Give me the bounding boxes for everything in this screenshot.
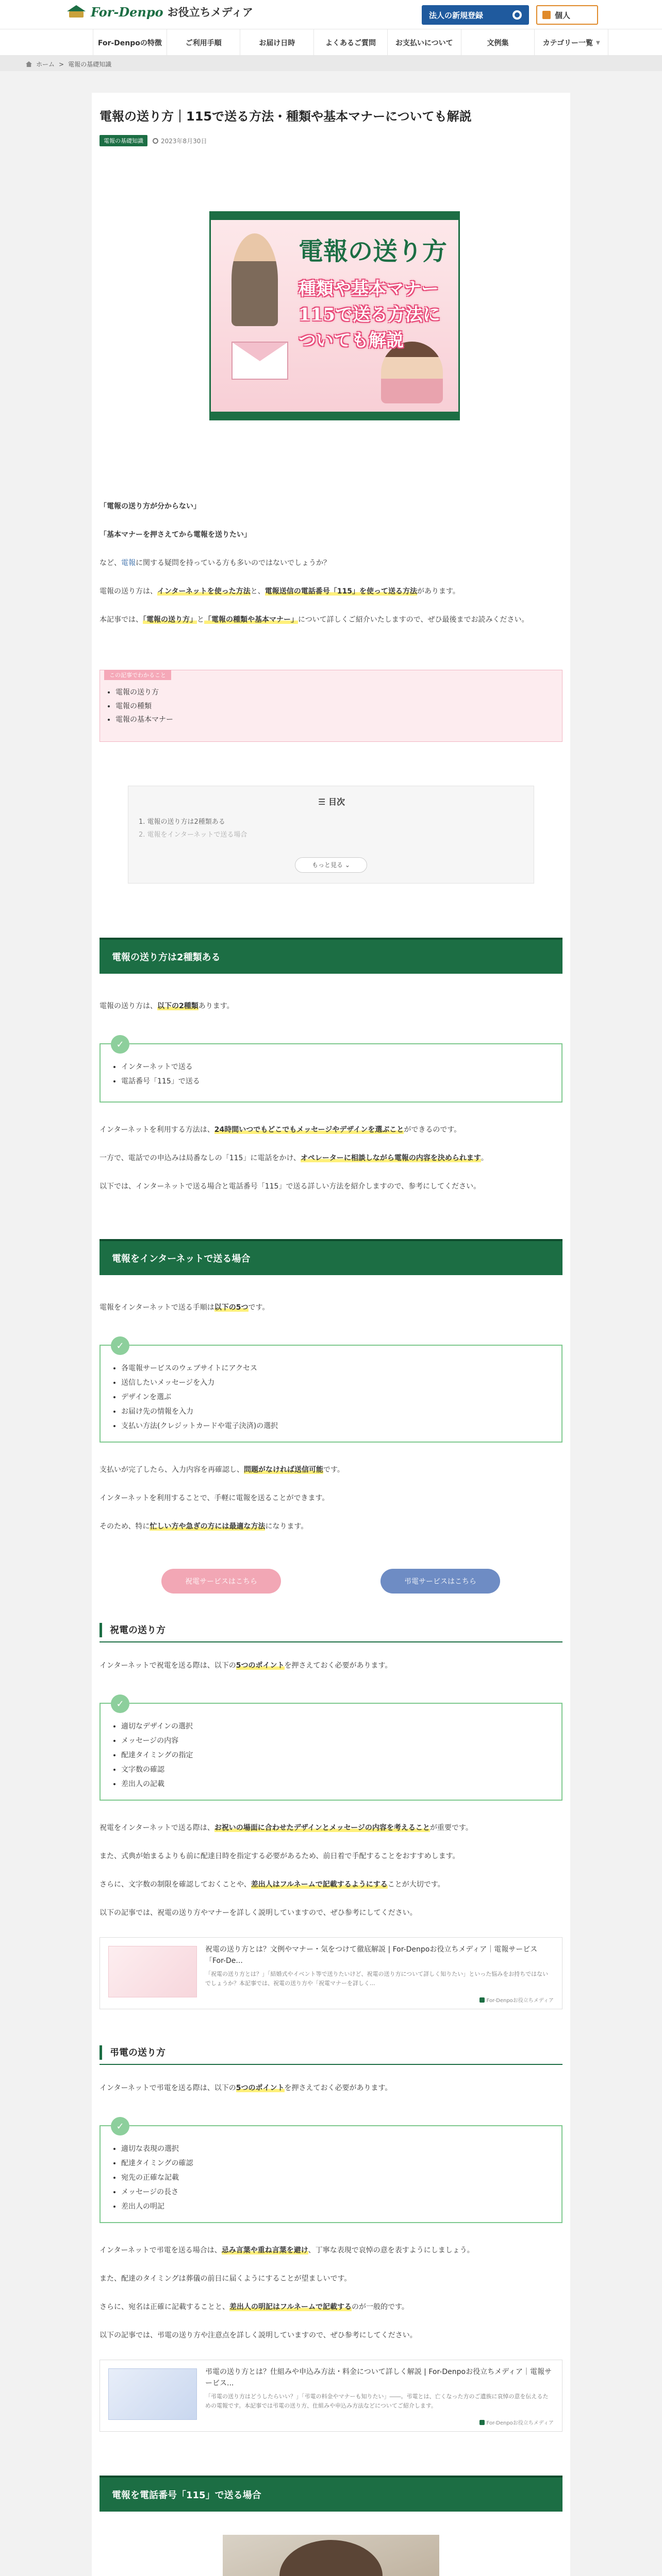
highlight: 以下の2種類 [157,1002,198,1010]
article [92,93,570,2576]
man-illustration [231,233,278,326]
corporate-signup-label: 法人の新規登録 [429,10,484,20]
list-item: • 文字数の確認 [121,1762,193,1777]
condolence-paragraph-3: また、配達のタイミングは葬儀の前日に届くようにすることが望ましいです。 [100,2275,352,2283]
highlight: 24時間いつでもどこでもメッセージやデザインを選ぶこと [214,1126,404,1134]
card-source-text: For-Denpoお役立ちメディア [486,2420,554,2426]
nav-item-usage-steps[interactable] [167,29,241,56]
breadcrumb-separator: > [59,60,64,68]
text: のが一般的です。 [352,2303,409,2311]
breadcrumb-home[interactable]: ホーム [36,61,55,68]
nav-label: 文例集 [487,39,509,47]
nav-item-features[interactable] [93,29,167,56]
text: 電報の送り方は、 [100,1002,157,1010]
hero-line-3: ついても解説 [299,330,404,351]
nav-label: ご利用手順 [185,39,222,47]
text: インターネットを利用する方法は、 [100,1126,214,1134]
list-item: • 支払い方法(クレジットカードや電子決済)の選択 [121,1419,278,1433]
list-item: • お届け先の情報を入力 [121,1404,278,1419]
highlight: 5つのポイント [236,2084,285,2092]
text: です。 [248,1303,270,1312]
summary-box-label: この記事でわかること [104,670,171,680]
summary-item: • 電報の基本マナー [115,713,173,727]
text: さらに、宛名は正確に記載することと、 [100,2303,229,2311]
sec1-paragraph-2 [100,1123,562,1137]
celebration-service-button[interactable] [161,1569,281,1594]
related-article-card[interactable] [100,1937,562,2009]
text: 祝電をインターネットで送る際は、 [100,1824,214,1832]
hero-line-2: 115で送る方法に [299,304,440,325]
sec1-paragraph-4: 以下では、インターネットで送る場合と電話番号「115」で送る詳しい方法を紹介しますので、参考にしてください。 [100,1182,481,1191]
text: と、 [250,587,265,596]
text: があります。 [417,587,460,596]
text: です。 [323,1466,344,1474]
breadcrumb-current[interactable]: 電報の基礎知識 [68,61,112,68]
date-text: 2023年8月30日 [161,137,207,145]
nav-item-examples[interactable] [461,29,535,56]
settings-icon [512,10,522,20]
envelope-icon [231,342,288,380]
toc-more-button[interactable] [295,857,367,873]
check-icon: ✓ [111,2117,129,2136]
text: について詳しくご紹介いたしますので、ぜひ最後までお読みください。 [298,616,529,624]
woman-on-phone-photo [223,2535,439,2576]
check-list-box [100,1698,562,1801]
card-source [479,1996,554,2004]
nav-label: カテゴリー一覧 [542,39,593,47]
text: あります。 [198,1002,234,1010]
home-icon [26,61,32,67]
highlight: インターネットを使った方法 [157,587,251,596]
sec1-paragraph-3 [100,1151,562,1165]
personal-button-label: 個人 [555,10,571,20]
toc-more-label: もっと見る [312,861,343,869]
hero-line-1: 種類や基本マナー [299,279,439,299]
category-badge[interactable]: 電報の基礎知識 [100,135,147,146]
sec1-paragraph-1 [100,999,562,1013]
intro-question-2 [100,528,562,542]
highlight: オペレーターに相談しながら電報の内容を決められます [300,1154,481,1162]
hero-band-bottom [211,412,458,419]
check-icon: ✓ [111,1035,129,1054]
publish-date [153,137,207,145]
text: と [197,616,204,624]
list-item: • 宛先の正確な記載 [121,2171,193,2185]
button-label: 祝電サービスはこちら [185,1578,257,1586]
text: そのため、特に [100,1522,150,1531]
list-item: • 電話番号「115」で送る [121,1074,200,1089]
condolence-paragraph-5: 以下の記事では、弔電の送り方や注意点を詳しく説明していますので、ぜひ参考にしてください。 [100,2331,417,2340]
text: インターネットで弔電を送る場合は、 [100,2246,222,2255]
subsection-heading: 弔電の送り方 [100,2040,562,2065]
hero-title: 電報の送り方 [299,237,448,266]
toc-title [128,795,535,807]
article-meta [100,135,207,146]
card-description: 「祝電の送り方とは？」「結婚式やイベント等で送りたいけど、祝電の送り方について詳しく知りたい」といった悩みをお持ちではないでしょうか？本記事では、祝電の送り方や「祝電マナーを詳しく... [205,1971,549,1987]
text: 電報をインターネットで送る手順は [100,1303,214,1312]
chevron-down-icon: ▼ [596,40,600,46]
intro-paragraph-1 [100,556,562,570]
intro-q1-text: 「電報の送り方が分からない」 [100,502,201,511]
celebration-paragraph-5: 以下の記事では、祝電の送り方やマナーを詳しく説明していますので、ぜひ参考にしてください。 [100,1909,417,1917]
list-item: • インターネットで送る [121,1060,200,1074]
card-source-text: For-Denpoお役立ちメディア [486,1998,554,2004]
text: を押さえておく必要があります。 [284,1662,392,1670]
highlight: 5つのポイント [236,1662,285,1670]
corporate-signup-button[interactable] [422,5,529,25]
celebration-paragraph-3: また、式典が始まるよりも前に配達日時を指定する必要があるため、前日着で手配することをおすすめします。 [100,1852,460,1860]
text: 電報の送り方は、 [100,587,157,596]
list-item: • 適切なデザインの選択 [121,1719,193,1734]
list-item: • デザインを選ぶ [121,1390,278,1404]
nav-label: For-Denpoの特徴 [97,39,162,47]
highlight: 以下の5つ [214,1303,249,1312]
summary-item: • 電報の送り方 [115,686,173,700]
check-list-box [100,1039,562,1103]
sec2-paragraph-3: インターネットを利用することで、手軽に電報を送ることができます。 [100,1494,329,1502]
text: さらに、文字数の制限を確認しておくことや、 [100,1880,251,1889]
breadcrumb [0,56,662,71]
text: インターネットで弔電を送る際は、以下の [100,2084,236,2092]
highlight: お祝いの場面に合わせたデザインとメッセージの内容を考えること [214,1824,430,1832]
site-logo[interactable] [66,4,253,20]
logo-text: For-Denpo [91,4,163,20]
list-item: • 差出人の明記 [121,2199,193,2214]
sec2-paragraph-1 [100,1301,562,1315]
highlight: 忌み言葉や重ね言葉を避け [221,2246,308,2255]
condolence-paragraph-4 [100,2300,562,2314]
nav-label: よくあるご質問 [325,39,376,47]
list-item: • 適切な表現の選択 [121,2142,193,2156]
text: など、 [100,559,121,567]
highlight: 「電報の種類や基本マナー」 [204,616,298,624]
summary-box [100,670,562,742]
list-item: • 配達タイミングの確認 [121,2156,193,2171]
person-icon [542,11,551,19]
card-title: 祝電の送り方とは？文例やマナー・気をつけて徹底解説 | For-Denpoお役立ちメディア｜電報サービス「For-De... [205,1945,538,1965]
section-heading: 電報を電話番号「115」で送る場合 [100,2476,562,2512]
section-heading: 電報の送り方は2種類ある [100,938,562,974]
clock-icon [153,138,158,144]
chevron-down-icon: ⌄ [344,861,350,869]
list-icon: ☰ [318,797,328,807]
site-favicon-icon [479,1997,485,2003]
condolence-paragraph-2 [100,2244,562,2258]
section-heading: 電報をインターネットで送る場合 [100,1239,562,1275]
check-icon: ✓ [111,1336,129,1355]
nav-item-delivery[interactable] [240,29,314,56]
nav-item-payment[interactable] [388,29,461,56]
text: 一方で、電話での申込みは局番なしの「115」に電話をかけ、 [100,1154,301,1162]
text: を押さえておく必要があります。 [284,2084,392,2092]
global-nav [0,29,662,56]
highlight: 電報送信の電話番号「115」を使って送る方法 [264,587,417,596]
list-item: • メッセージの内容 [121,1734,193,1748]
celebration-paragraph-1 [100,1659,562,1673]
text: が重要です。 [429,1824,473,1832]
telegram-link[interactable]: 電報 [121,559,136,567]
nav-item-categories[interactable] [535,29,608,56]
logo-subtitle: お役立ちメディア [167,6,253,19]
text: ができるのです。 [404,1126,461,1134]
hero-image [209,211,460,420]
card-source [479,2418,554,2426]
intro-paragraph-2 [100,585,562,599]
text: ことが大切です。 [387,1880,445,1889]
intro-q2-text: 「基本マナーを押さえてから電報を送りたい」 [100,531,251,539]
list-item: • 配達タイミングの指定 [121,1748,193,1762]
highlight: 差出人はフルネームで記載するようにする [251,1880,388,1889]
logo-house-icon [66,4,87,20]
toc-item[interactable]: 2. 電報をインターネットで送る場合 [139,831,247,839]
summary-item: • 電報の種類 [115,700,173,714]
list-item: • メッセージの長さ [121,2185,193,2199]
celebration-paragraph-2 [100,1821,562,1835]
condolence-service-button[interactable] [380,1569,500,1594]
text: インターネットで祝電を送る際は、以下の [100,1662,236,1670]
intro-question-1 [100,500,562,514]
celebration-paragraph-4 [100,1878,562,1892]
nav-label: お届け日時 [259,39,295,47]
check-list-box [100,1340,562,1443]
highlight: 忙しい方や急ぎの方には最適な方法 [150,1522,266,1531]
button-label: 弔電サービスはこちら [404,1578,476,1586]
intro-paragraph-3 [100,613,562,627]
card-title: 弔電の送り方とは？仕組みや申込み方法・料金について詳しく解説 | For-Denpoお役立ちメディア｜電報サービス... [205,2368,552,2388]
check-list-box [100,2121,562,2223]
nav-item-faq[interactable] [314,29,388,56]
text: 支払いが完了したら、入力内容を再確認し、 [100,1466,244,1474]
site-favicon-icon [479,2420,485,2425]
text: に関する疑問を持っている方も多いのではないでしょうか？ [136,559,330,567]
toc-title-text: 目次 [328,797,345,807]
sec2-paragraph-4 [100,1520,562,1534]
nav-label: お支払いについて [395,39,453,47]
text: になります。 [265,1522,308,1531]
hero-band-top [211,213,458,220]
card-description: 「弔電の送り方はどうしたらいい？」「弔電の料金やマナーも知りたい」――。弔電とは、亡くなった方のご遺族に哀悼の意を伝えるための電報です。本記事では弔電の送り方、仕組みや申込み方法などについてご紹介します。 [205,2393,549,2409]
check-icon: ✓ [111,1694,129,1713]
highlight: 差出人の明記はフルネームで記載する [229,2303,352,2311]
table-of-contents [128,786,534,884]
toc-item[interactable]: 1. 電報の送り方は2種類ある [139,818,225,826]
list-item: • 差出人の記載 [121,1777,193,1791]
highlight: 問題がなければ送信可能 [244,1466,323,1474]
highlight: 「電報の送り方」 [143,616,197,624]
condolence-paragraph-1 [100,2081,562,2095]
subsection-heading: 祝電の送り方 [100,1618,562,1642]
text: 本記事では、 [100,616,143,624]
text: 。 [481,1154,488,1162]
personal-button[interactable] [536,5,598,25]
card-thumbnail [108,2368,197,2420]
card-thumbnail [108,1946,197,1997]
text: 、丁寧な表現で哀悼の意を表すようにしましょう。 [308,2246,474,2255]
page-title: 電報の送り方｜115で送る方法・種類や基本マナーについても解説 [100,109,472,124]
related-article-card[interactable] [100,2360,562,2432]
list-item: • 各電報サービスのウェブサイトにアクセス [121,1361,278,1376]
sec2-paragraph-2 [100,1463,562,1477]
site-header [0,0,662,29]
list-item: • 送信したいメッセージを入力 [121,1376,278,1390]
